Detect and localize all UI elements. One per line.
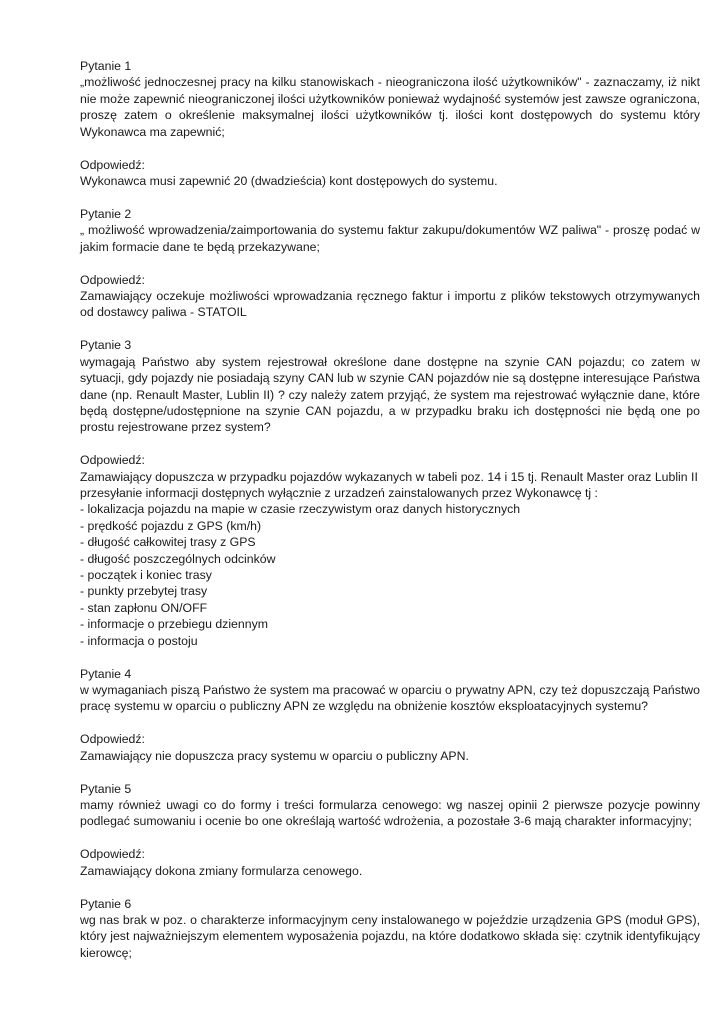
list-item: - punkty przebytej trasy bbox=[80, 584, 208, 599]
answer-4-label: Odpowiedź: bbox=[80, 732, 145, 747]
list-item: - długość całkowitej trasy z GPS bbox=[80, 535, 256, 550]
answer-2-label: Odpowiedź: bbox=[80, 272, 145, 287]
question-2-label: Pytanie 2 bbox=[80, 206, 132, 221]
answer-3 bbox=[80, 452, 700, 649]
answer-5-text: Zamawiający dokona zmiany formularza cenowego. bbox=[80, 863, 363, 878]
question-1-text: „możliwość jednoczesnej pracy na kilku stanowiskach - nieograniczona ilość użytkowników" - zaznaczamy, iż nikt nie może zapewnić nieograniczonej ilości użytkowników ponieważ wydajność systemów jest zawsze ograniczona, proszę zatem o określenie maksymalnej ilości użytkowników tj. ilości kont dostępowych do systemu który Wykonawca ma zapewnić; bbox=[80, 75, 700, 139]
question-1 bbox=[80, 58, 700, 140]
answer-1-label: Odpowiedź: bbox=[80, 157, 145, 172]
answer-3-intro-line: Zamawiający dopuszcza w przypadku pojazdów wykazanych w tabeli poz. 14 i 15 tj. Renault Master oraz Lublin II bbox=[80, 469, 698, 484]
question-6-label: Pytanie 6 bbox=[80, 896, 132, 911]
answer-2-text: Zamawiający oczekuje możliwości wprowadzania ręcznego faktur i importu z plików tekstowych otrzymywanych od dostawcy paliwa - STATOIL bbox=[80, 288, 700, 320]
answer-1 bbox=[80, 157, 700, 190]
question-2 bbox=[80, 206, 700, 255]
question-1-label: Pytanie 1 bbox=[80, 59, 132, 73]
question-5 bbox=[80, 781, 700, 830]
answer-4 bbox=[80, 731, 700, 764]
answer-3-list bbox=[80, 501, 700, 649]
question-5-label: Pytanie 5 bbox=[80, 781, 132, 796]
question-3-text: wymagają Państwo aby system rejestrował określone dane dostępne na szynie CAN pojazdu; co zatem w sytuacji, gdy pojazdy nie posiadają szyny CAN lub w szynie CAN pojazdów nie są dostępne interesujące Państwa dane (np. Renault Master, Lublin II) ? czy należy zatem przyjąć, że system ma rejestrować wyłącznie dane, które będą dostępne/udostępnione na szynie CAN pojazdu, a w przypadku braku ich dostępności nie będą one po prostu rejestrowane przez system? bbox=[80, 354, 700, 435]
answer-5 bbox=[80, 846, 700, 879]
question-4-label: Pytanie 4 bbox=[80, 666, 132, 681]
list-item: - długość poszczególnych odcinków bbox=[80, 551, 276, 566]
question-6-text: wg nas brak w poz. o charakterze informacyjnym ceny instalowanego w pojeździe urządzenia GPS (moduł GPS), który jest najważniejszym elementem wyposażenia pojazdu, na które dodatkowo składa się: czytnik identyfikujący kierowcę; bbox=[80, 913, 700, 960]
answer-4-text: Zamawiający nie dopuszcza pracy systemu w oparciu o publiczny APN. bbox=[80, 748, 469, 763]
question-4 bbox=[80, 666, 700, 715]
list-item: - informacja o postoju bbox=[80, 633, 198, 648]
answer-3-intro-line: przesyłanie informacji dostępnych wyłącznie z urzadzeń zainstalowanych przez Wykonawcę tj : bbox=[80, 486, 598, 501]
question-6 bbox=[80, 896, 700, 962]
question-5-text: mamy również uwagi co do formy i treści formularza cenowego: wg naszej opinii 2 pierwsze pozycje powinny podlegać sumowaniu i ocenie bo one określają wartość wdrożenia, a pozostałe 3-6 mają charakter informacyjny; bbox=[80, 798, 700, 829]
list-item: - prędkość pojazdu z GPS (km/h) bbox=[80, 518, 262, 533]
document-body bbox=[80, 58, 700, 978]
answer-2 bbox=[80, 272, 700, 321]
answer-5-label: Odpowiedź: bbox=[80, 847, 145, 862]
answer-3-label: Odpowiedź: bbox=[80, 453, 145, 468]
list-item: - lokalizacja pojazdu na mapie w czasie rzeczywistym oraz danych historycznych bbox=[80, 502, 521, 517]
list-item: - początek i koniec trasy bbox=[80, 568, 212, 583]
question-3-label: Pytanie 3 bbox=[80, 338, 132, 353]
question-3 bbox=[80, 337, 700, 435]
question-2-text: „ możliwość wprowadzenia/zaimportowania do systemu faktur zakupu/dokumentów WZ paliwa" - proszę podać w jakim formacie dane te będą przekazywane; bbox=[80, 223, 700, 254]
list-item: - informacje o przebiegu dziennym bbox=[80, 617, 268, 632]
answer-1-text: Wykonawca musi zapewnić 20 (dwadzieścia) kont dostępowych do systemu. bbox=[80, 173, 498, 188]
list-item: - stan zapłonu ON/OFF bbox=[80, 600, 208, 615]
question-4-text: w wymaganiach piszą Państwo że system ma pracować w oparciu o prywatny APN, czy też dopuszczają Państwo pracę systemu w oparciu o publiczny APN ze względu na obniżenie kosztów eksploatacyjnych systemu? bbox=[80, 683, 700, 714]
